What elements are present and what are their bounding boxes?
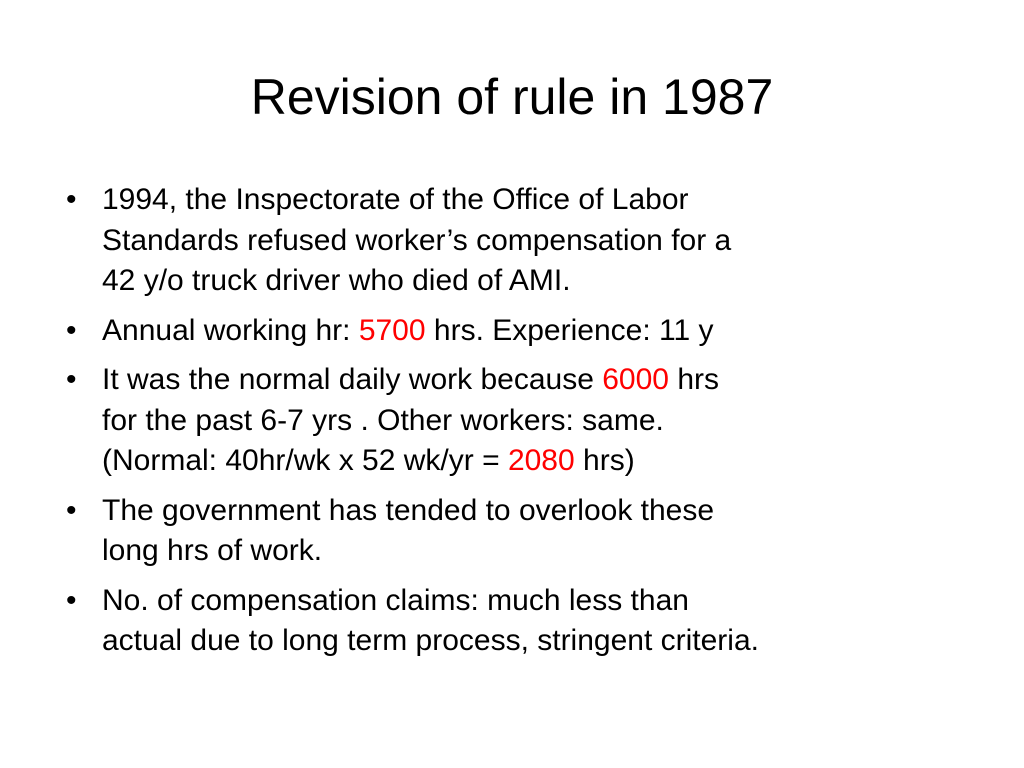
bullet-3-line-1-end: hrs xyxy=(668,363,719,396)
bullet-3-line-1-start: It was the normal daily work because xyxy=(102,363,603,396)
bullet-5-line-2: actual due to long term process, stringent criteria. xyxy=(102,624,759,657)
bullet-item xyxy=(60,491,990,572)
bullet-1-line-1: 1994, the Inspectorate of the Office of Labor xyxy=(102,183,689,216)
bullet-5-line-1: No. of compensation claims: much less than xyxy=(102,583,689,617)
bullet-item xyxy=(60,311,990,352)
slide-title: Revision of rule in 1987 xyxy=(250,69,774,125)
bullet-4-line-2: long hrs of work. xyxy=(102,534,323,567)
bullet-2-text-start: Annual working hr: xyxy=(102,313,359,347)
bullet-3-highlight-value: 6000 xyxy=(602,363,669,396)
bullet-2-text-end: hrs. Experience: 11 y xyxy=(425,313,714,347)
bullet-3-line-3-start: (Normal: 40hr/wk x 52 wk/yr = xyxy=(102,444,508,477)
bullet-list xyxy=(60,180,990,671)
bullet-1-line-3: 42 y/o truck driver who died of AMI. xyxy=(102,264,571,297)
bullet-3-normal-hours-value: 2080 xyxy=(507,444,575,477)
bullet-marker: • xyxy=(66,313,77,347)
bullet-item xyxy=(60,180,990,302)
bullet-3-line-2: for the past 6-7 yrs . Other workers: same. xyxy=(102,403,664,437)
bullet-1-line-2: Standards refused worker’s compensation for a xyxy=(102,223,732,257)
bullet-item xyxy=(60,581,990,662)
bullet-2-highlight-value: 5700 xyxy=(358,313,426,347)
bullet-item xyxy=(60,360,990,482)
bullet-marker: • xyxy=(66,183,77,216)
bullet-marker: • xyxy=(66,493,77,527)
bullet-marker: • xyxy=(66,363,77,396)
bullet-marker: • xyxy=(66,583,77,617)
bullet-4-line-1: The government has tended to overlook these xyxy=(102,493,715,527)
bullet-3-line-3-end: hrs) xyxy=(574,444,635,477)
